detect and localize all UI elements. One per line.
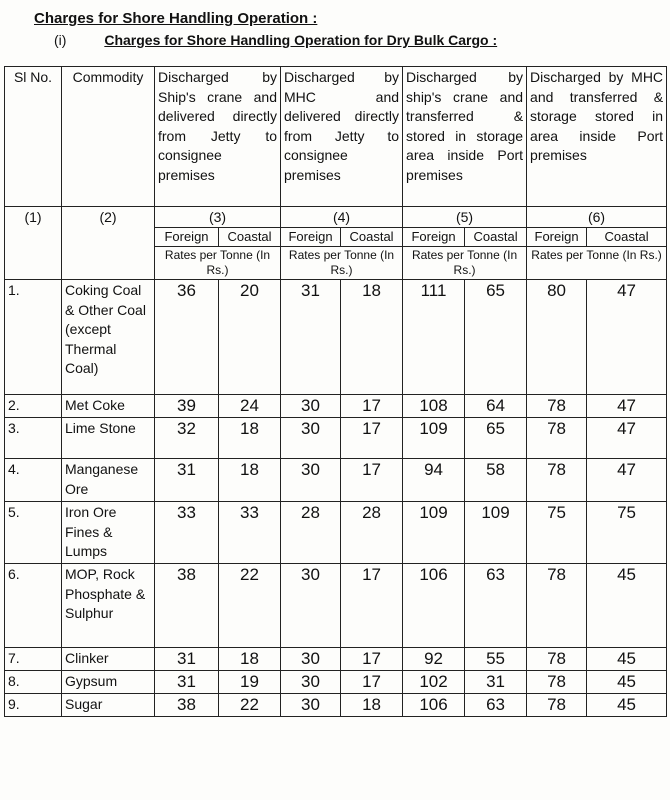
rate-cell: 65: [465, 280, 527, 395]
rate-unit-label: Rates per Tonne (In Rs.): [281, 247, 403, 280]
rate-cell: 28: [341, 502, 403, 564]
coastal-label: Coastal: [219, 228, 281, 247]
rate-cell: 18: [219, 418, 281, 459]
rate-cell: 17: [341, 459, 403, 502]
table-row: [5, 694, 667, 717]
rate-cell: 17: [341, 395, 403, 418]
foreign-label: Foreign: [527, 228, 587, 247]
rate-unit-label: Rates per Tonne (In Rs.): [155, 247, 281, 280]
rate-cell: 36: [155, 280, 219, 395]
table-row: [5, 459, 667, 502]
row-sl-no: 2.: [5, 395, 62, 418]
rate-cell: 78: [527, 694, 587, 717]
rate-cell: 30: [281, 671, 341, 694]
rate-cell: 47: [587, 395, 667, 418]
rate-cell: 111: [403, 280, 465, 395]
rate-cell: 39: [155, 395, 219, 418]
table-row: [5, 671, 667, 694]
rate-cell: 109: [403, 418, 465, 459]
rate-cell: 30: [281, 418, 341, 459]
rate-cell: 17: [341, 648, 403, 671]
sub-heading: [54, 32, 497, 48]
coastal-label: Coastal: [465, 228, 527, 247]
rate-cell: 58: [465, 459, 527, 502]
rate-cell: 92: [403, 648, 465, 671]
rate-cell: 31: [281, 280, 341, 395]
rate-cell: 75: [587, 502, 667, 564]
rate-cell: 33: [155, 502, 219, 564]
charges-table: [4, 66, 667, 717]
foreign-label: Foreign: [281, 228, 341, 247]
header-commodity: Commodity: [62, 67, 155, 207]
rate-cell: 109: [403, 502, 465, 564]
rate-cell: 31: [155, 459, 219, 502]
rate-cell: 30: [281, 648, 341, 671]
column-number-1: (1): [5, 207, 62, 280]
rate-cell: 80: [527, 280, 587, 395]
row-commodity: Manganese Ore: [62, 459, 155, 502]
row-sl-no: 1.: [5, 280, 62, 395]
rate-cell: 17: [341, 564, 403, 648]
row-sl-no: 9.: [5, 694, 62, 717]
document-heading: Charges for Shore Handling Operation :: [34, 10, 318, 27]
rate-cell: 18: [219, 648, 281, 671]
column-number-2: (2): [62, 207, 155, 280]
rate-unit-label: Rates per Tonne (In Rs.): [527, 247, 667, 280]
rate-cell: 45: [587, 648, 667, 671]
rate-cell: 108: [403, 395, 465, 418]
column-number-3: (3): [155, 207, 281, 228]
rate-cell: 47: [587, 280, 667, 395]
rate-cell: 55: [465, 648, 527, 671]
foreign-label: Foreign: [155, 228, 219, 247]
row-commodity: MOP, Rock Phosphate & Sulphur: [62, 564, 155, 648]
rate-cell: 30: [281, 564, 341, 648]
rate-cell: 24: [219, 395, 281, 418]
table-row: [5, 395, 667, 418]
rate-cell: 78: [527, 395, 587, 418]
rate-cell: 30: [281, 459, 341, 502]
coastal-label: Coastal: [587, 228, 667, 247]
rate-cell: 94: [403, 459, 465, 502]
rate-cell: 78: [527, 418, 587, 459]
header-sl-no: Sl No.: [5, 67, 62, 207]
rate-cell: 45: [587, 694, 667, 717]
rate-cell: 22: [219, 694, 281, 717]
table-row: [5, 564, 667, 648]
row-sl-no: 3.: [5, 418, 62, 459]
rate-cell: 31: [465, 671, 527, 694]
row-commodity: Lime Stone: [62, 418, 155, 459]
rate-cell: 22: [219, 564, 281, 648]
foreign-label: Foreign: [403, 228, 465, 247]
rate-cell: 19: [219, 671, 281, 694]
rate-cell: 78: [527, 648, 587, 671]
column-number-5: (5): [403, 207, 527, 228]
rate-cell: 31: [155, 648, 219, 671]
rate-cell: 102: [403, 671, 465, 694]
row-sl-no: 8.: [5, 671, 62, 694]
rate-cell: 78: [527, 564, 587, 648]
row-commodity: Iron Ore Fines & Lumps: [62, 502, 155, 564]
rate-cell: 78: [527, 459, 587, 502]
rate-cell: 106: [403, 694, 465, 717]
row-commodity: Sugar: [62, 694, 155, 717]
rate-cell: 31: [155, 671, 219, 694]
rate-cell: 78: [527, 671, 587, 694]
rate-cell: 75: [527, 502, 587, 564]
rate-cell: 17: [341, 671, 403, 694]
row-commodity: Clinker: [62, 648, 155, 671]
rate-cell: 33: [219, 502, 281, 564]
rate-cell: 20: [219, 280, 281, 395]
rate-cell: 30: [281, 395, 341, 418]
row-commodity: Met Coke: [62, 395, 155, 418]
row-sl-no: 7.: [5, 648, 62, 671]
rate-cell: 28: [281, 502, 341, 564]
column-number-4: (4): [281, 207, 403, 228]
row-commodity: Coking Coal & Other Coal (except Thermal Coal): [62, 280, 155, 395]
header-ship-crane-storage: Discharged by ship's crane and transferred & stored in storage area inside Port premises: [403, 67, 527, 207]
rate-cell: 38: [155, 564, 219, 648]
table-row: [5, 502, 667, 564]
coastal-label: Coastal: [341, 228, 403, 247]
rate-cell: 45: [587, 564, 667, 648]
rate-cell: 64: [465, 395, 527, 418]
column-number-6: (6): [527, 207, 667, 228]
rate-cell: 38: [155, 694, 219, 717]
table-row: [5, 418, 667, 459]
sub-heading-number: (i): [54, 32, 67, 48]
rate-unit-label: Rates per Tonne (In Rs.): [403, 247, 527, 280]
table-header: [5, 67, 667, 280]
row-sl-no: 4.: [5, 459, 62, 502]
header-mhc-direct: Discharged by MHC and delivered directly from Jetty to consignee premises: [281, 67, 403, 207]
header-ship-crane-direct: Discharged by Ship's crane and delivered directly from Jetty to consignee premises: [155, 67, 281, 207]
table-body: [5, 280, 667, 717]
rate-cell: 18: [219, 459, 281, 502]
rate-cell: 109: [465, 502, 527, 564]
row-sl-no: 6.: [5, 564, 62, 648]
rate-cell: 30: [281, 694, 341, 717]
rate-cell: 18: [341, 280, 403, 395]
header-mhc-storage: Discharged by MHC and transferred & storage stored in area inside Port premises: [527, 67, 667, 207]
rate-cell: 63: [465, 564, 527, 648]
rate-cell: 47: [587, 459, 667, 502]
rate-cell: 45: [587, 671, 667, 694]
table-row: [5, 280, 667, 395]
rate-cell: 47: [587, 418, 667, 459]
row-commodity: Gypsum: [62, 671, 155, 694]
table-row: [5, 648, 667, 671]
rate-cell: 106: [403, 564, 465, 648]
rate-cell: 18: [341, 694, 403, 717]
sub-heading-text: Charges for Shore Handling Operation for Dry Bulk Cargo :: [104, 32, 498, 48]
row-sl-no: 5.: [5, 502, 62, 564]
rate-cell: 17: [341, 418, 403, 459]
rate-cell: 65: [465, 418, 527, 459]
rate-cell: 32: [155, 418, 219, 459]
rate-cell: 63: [465, 694, 527, 717]
